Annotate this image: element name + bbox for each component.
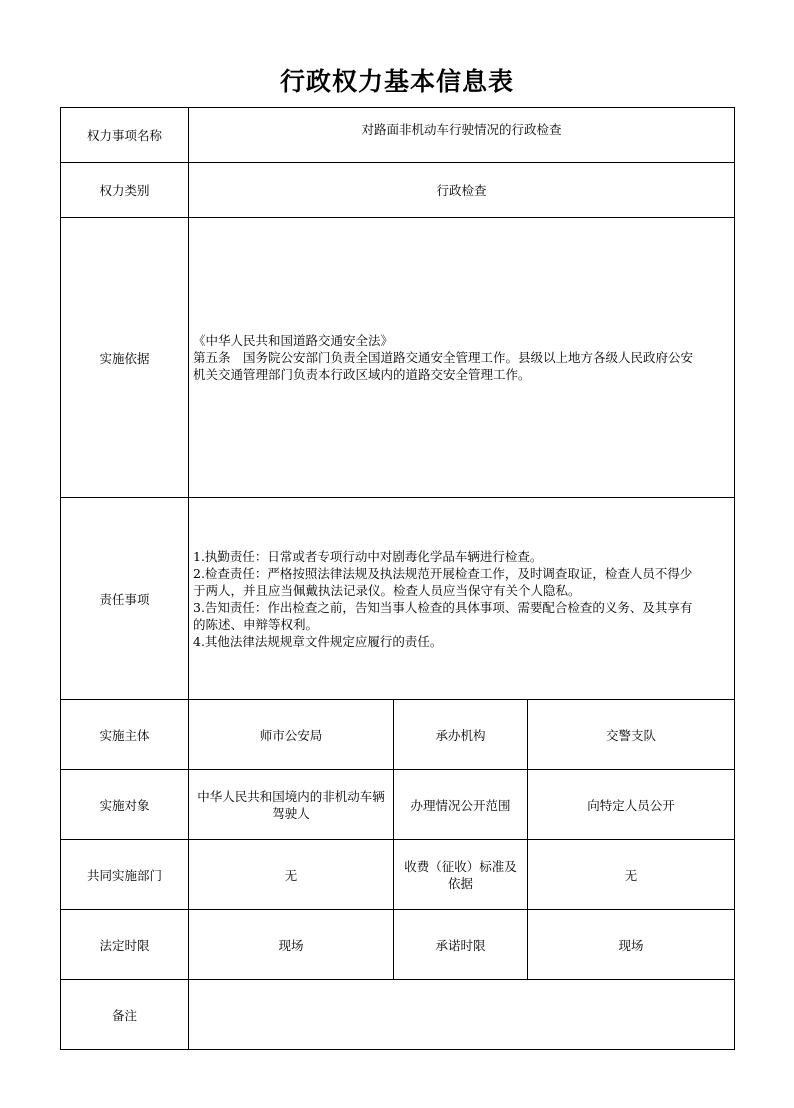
duty-line: 1.执勤责任：日常或者专项行动中对剧毒化学品车辆进行检查。 (193, 548, 543, 564)
row-name (61, 108, 735, 163)
label-fee (394, 840, 528, 910)
label-promise: 承诺时限 (394, 910, 528, 980)
row-limit (61, 910, 735, 980)
value-fee: 无 (528, 840, 735, 910)
duty-line: 4.其他法律法规规章文件规定应履行的责任。 (193, 633, 443, 649)
value-subject: 师市公安局 (189, 700, 394, 770)
row-joint (61, 840, 735, 910)
basis-line: 机关交通管理部门负责本行政区域内的道路交安全管理工作。 (193, 367, 531, 382)
label-joint: 共同实施部门 (61, 840, 189, 910)
value-agency: 交警支队 (528, 700, 735, 770)
duty-line: 于两人，并且应当佩戴执法记录仪。检查人员应当保守有关个人隐私。 (193, 582, 581, 598)
value-basis (189, 218, 735, 498)
value-target (189, 770, 394, 840)
row-category (61, 163, 735, 218)
page-title: 行政权力基本信息表 (279, 67, 514, 96)
row-basis (61, 218, 735, 498)
basis-line: 第五条 国务院公安部门负责全国道路交通安全管理工作。县级以上地方各级人民政府公安 (193, 350, 694, 365)
duty-line: 的陈述、申辩等权利。 (193, 616, 319, 632)
label-agency: 承办机构 (394, 700, 528, 770)
label-target: 实施对象 (61, 770, 189, 840)
value-name: 对路面非机动车行驶情况的行政检查 (189, 108, 735, 163)
row-duty (61, 498, 735, 700)
value-limit: 现场 (189, 910, 394, 980)
row-subject (61, 700, 735, 770)
row-target (61, 770, 735, 840)
value-target-text: 中华人民共和国境内的非机动车辆驾驶人 (197, 788, 385, 821)
label-name: 权力事项名称 (61, 108, 189, 163)
duty-line: 3.告知责任：作出检查之前，告知当事人检查的具体事项、需要配合检查的义务、及其享有 (193, 599, 693, 615)
value-duty (189, 498, 735, 700)
value-disclosure: 向特定人员公开 (528, 770, 735, 840)
label-duty: 责任事项 (61, 498, 189, 700)
label-disclosure: 办理情况公开范围 (394, 770, 528, 840)
label-basis: 实施依据 (61, 218, 189, 498)
info-table (60, 107, 735, 1050)
value-joint: 无 (189, 840, 394, 910)
value-category: 行政检查 (189, 163, 735, 218)
row-remark (61, 980, 735, 1050)
label-remark: 备注 (61, 980, 189, 1050)
basis-line: 《中华人民共和国道路交通安全法》 (193, 333, 394, 348)
label-category: 权力类别 (61, 163, 189, 218)
label-fee-text: 收费（征收）标准及依据 (404, 858, 517, 891)
label-subject: 实施主体 (61, 700, 189, 770)
duty-line: 2.检查责任：严格按照法律法规及执法规范开展检查工作，及时调查取证，检查人员不得少 (193, 565, 693, 581)
label-limit: 法定时限 (61, 910, 189, 980)
value-promise: 现场 (528, 910, 735, 980)
value-remark (189, 980, 735, 1050)
